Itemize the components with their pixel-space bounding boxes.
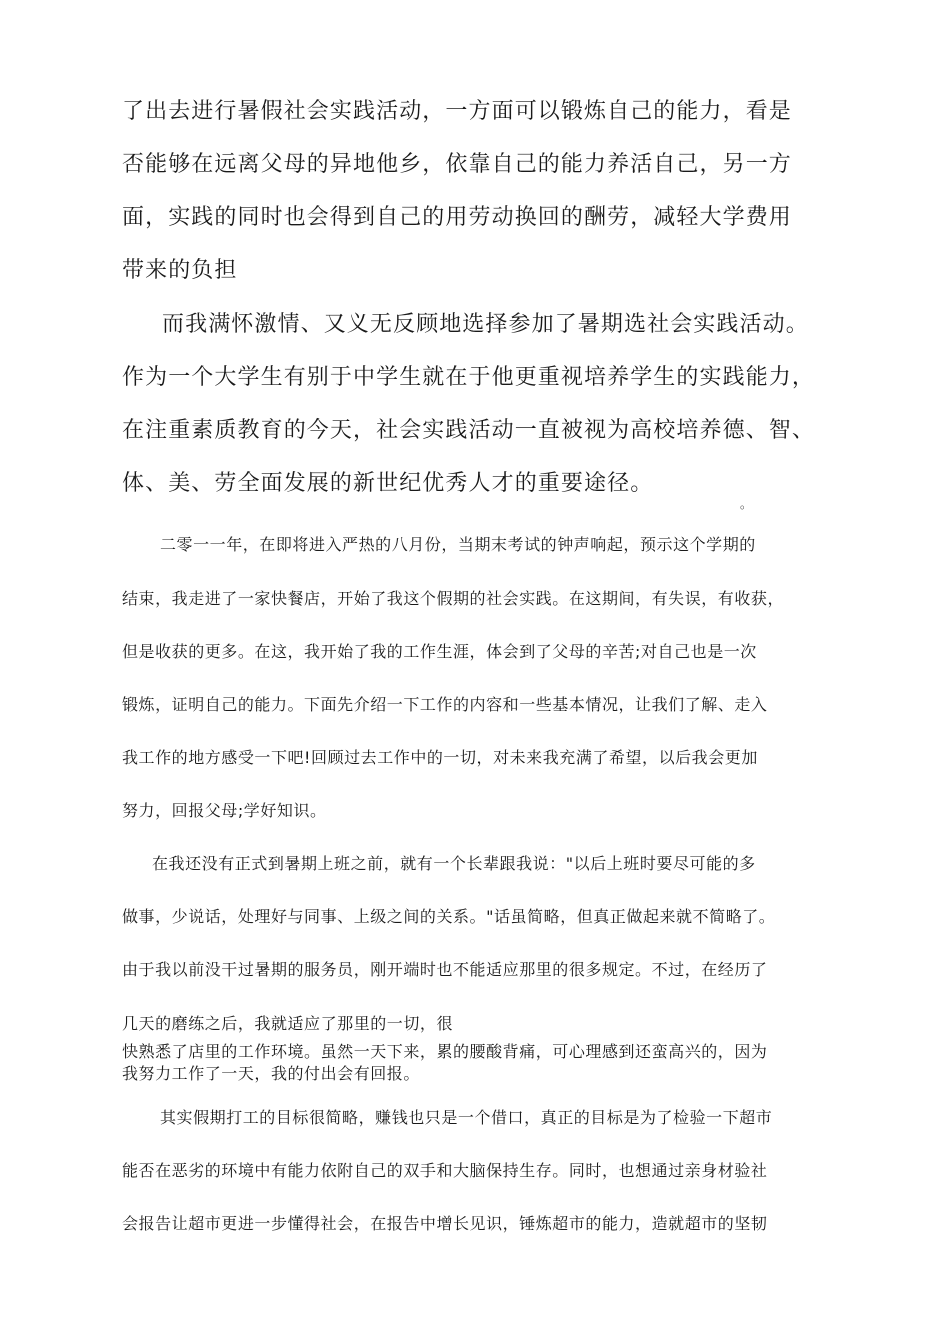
paragraph-line: 带来的负担 — [122, 258, 238, 283]
paragraph-line: 二零一一年，在即将进入严热的八月份，当期末考试的钟声响起，预示这个学期的 — [160, 535, 756, 554]
paragraph-line: 体、美、劳全面发展的新世纪优秀人才的重要途径。 — [122, 471, 654, 496]
paragraph-line: 会报告让超市更进一步懂得社会，在报告中增长见识，锤炼超市的能力，造就超市的坚韧 — [122, 1214, 768, 1233]
stray-punctuation-mark: 。 — [740, 497, 753, 511]
paragraph-line: 面，实践的同时也会得到自己的用劳动换回的酬劳，减轻大学费用 — [122, 205, 792, 230]
paragraph-line: 而我满怀激情、又义无反顾地选择参加了暑期选社会实践活动。 — [162, 312, 809, 337]
paragraph-line: 快熟悉了店里的工作环境。虽然一天下来，累的腰酸背痛，可心理感到还蛮高兴的，因为 — [122, 1042, 768, 1061]
paragraph-line: 否能够在远离父母的异地他乡，依靠自己的能力养活自己，另一方 — [122, 152, 792, 177]
paragraph-line: 我工作的地方感受一下吧!回顾过去工作中的一切，对未来我充满了希望，以后我会更加 — [122, 748, 758, 767]
paragraph-line: 但是收获的更多。在这，我开始了我的工作生涯，体会到了父母的辛苦;对自己也是一次 — [122, 642, 757, 661]
paragraph-line: 作为一个大学生有别于中学生就在于他更重视培养学生的实践能力， — [122, 365, 816, 390]
paragraph-line: 几天的磨练之后，我就适应了那里的一切，很 — [122, 1014, 454, 1033]
paragraph-line: 其实假期打工的目标很简略，赚钱也只是一个借口，真正的目标是为了检验一下超市 — [160, 1108, 773, 1127]
paragraph-line: 努力，回报父母;学好知识。 — [122, 801, 327, 820]
paragraph-line: 在我还没有正式到暑期上班之前，就有一个长辈跟我说："以后上班时要尽可能的多 — [152, 854, 756, 873]
paragraph-line: 能否在恶劣的环境中有能力依附自己的双手和大脑保持生存。同时，也想通过亲身材验社 — [122, 1161, 768, 1180]
paragraph-line: 做事，少说话，处理好与同事、上级之间的关系。"话虽简略，但真正做起来就不简略了。 — [122, 907, 776, 926]
paragraph-line: 了出去进行暑假社会实践活动，一方面可以锻炼自己的能力，看是 — [122, 99, 792, 124]
paragraph-line: 锻炼，证明自己的能力。下面先介绍一下工作的内容和一些基本情况，让我们了解、走入 — [122, 695, 768, 714]
paragraph-line: 结束，我走进了一家快餐店，开始了我这个假期的社会实践。在这期间，有失误，有收获， — [122, 589, 785, 608]
paragraph-line: 由于我以前没干过暑期的服务员，刚开端时也不能适应那里的很多规定。不过，在经历了 — [122, 960, 768, 979]
paragraph-line: 在注重素质教育的今天，社会实践活动一直被视为高校培养德、智、 — [122, 418, 816, 443]
paragraph-line: 我努力工作了一天，我的付出会有回报。 — [122, 1064, 420, 1083]
